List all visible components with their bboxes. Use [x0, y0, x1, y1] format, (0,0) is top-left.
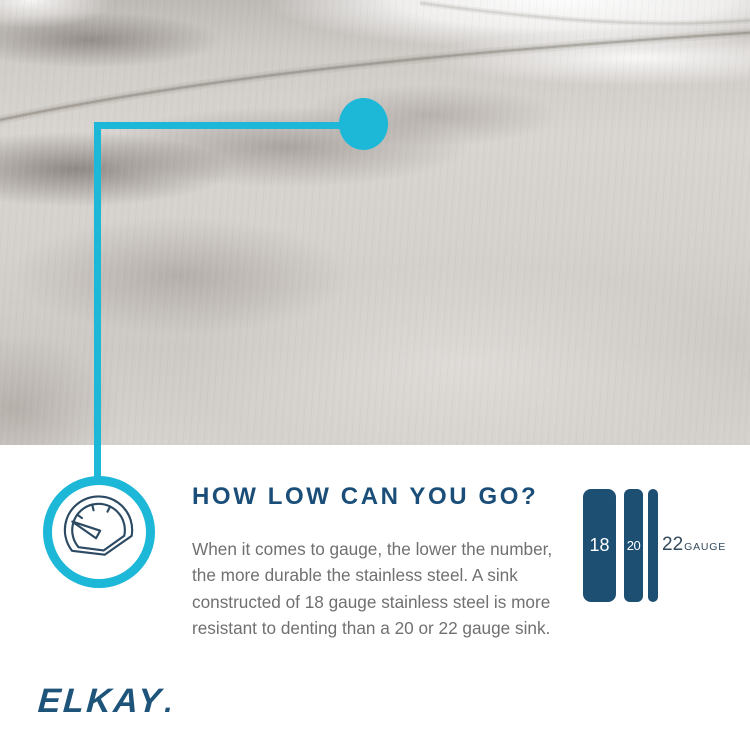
callout-dot-icon [339, 98, 388, 150]
logo-text: ELKAY [36, 682, 165, 720]
gauge-outside-number: 22 [662, 534, 684, 555]
elkay-logo [38, 682, 175, 721]
section-heading: HOW LOW CAN YOU GO? [192, 483, 539, 510]
body-line-2: the more durable the stainless steel. A sink [192, 565, 518, 586]
body-line-1: When it comes to gauge, the lower the number, [192, 539, 553, 559]
gauge-unit-label: GAUGE [684, 541, 727, 553]
gauge-bar-22 [648, 489, 658, 602]
body-text [192, 536, 552, 641]
logo-mark: . [164, 686, 176, 719]
gauge-bar-20 [624, 489, 643, 602]
gauge-bar-18 [583, 489, 616, 602]
gauge-bar-20-label: 20 [626, 538, 641, 553]
callout-line-vertical [94, 122, 101, 480]
gauge-outside-label [662, 534, 726, 556]
callout-line-horizontal [97, 122, 342, 129]
gauge-badge [43, 476, 155, 588]
gauge-bar-18-label: 18 [589, 535, 610, 555]
gauge-icon [60, 493, 138, 571]
body-line-4: resistant to denting than a 20 or 22 gauge sink. [192, 617, 551, 638]
body-line-3: constructed of 18 gauge stainless steel is more [192, 591, 551, 612]
